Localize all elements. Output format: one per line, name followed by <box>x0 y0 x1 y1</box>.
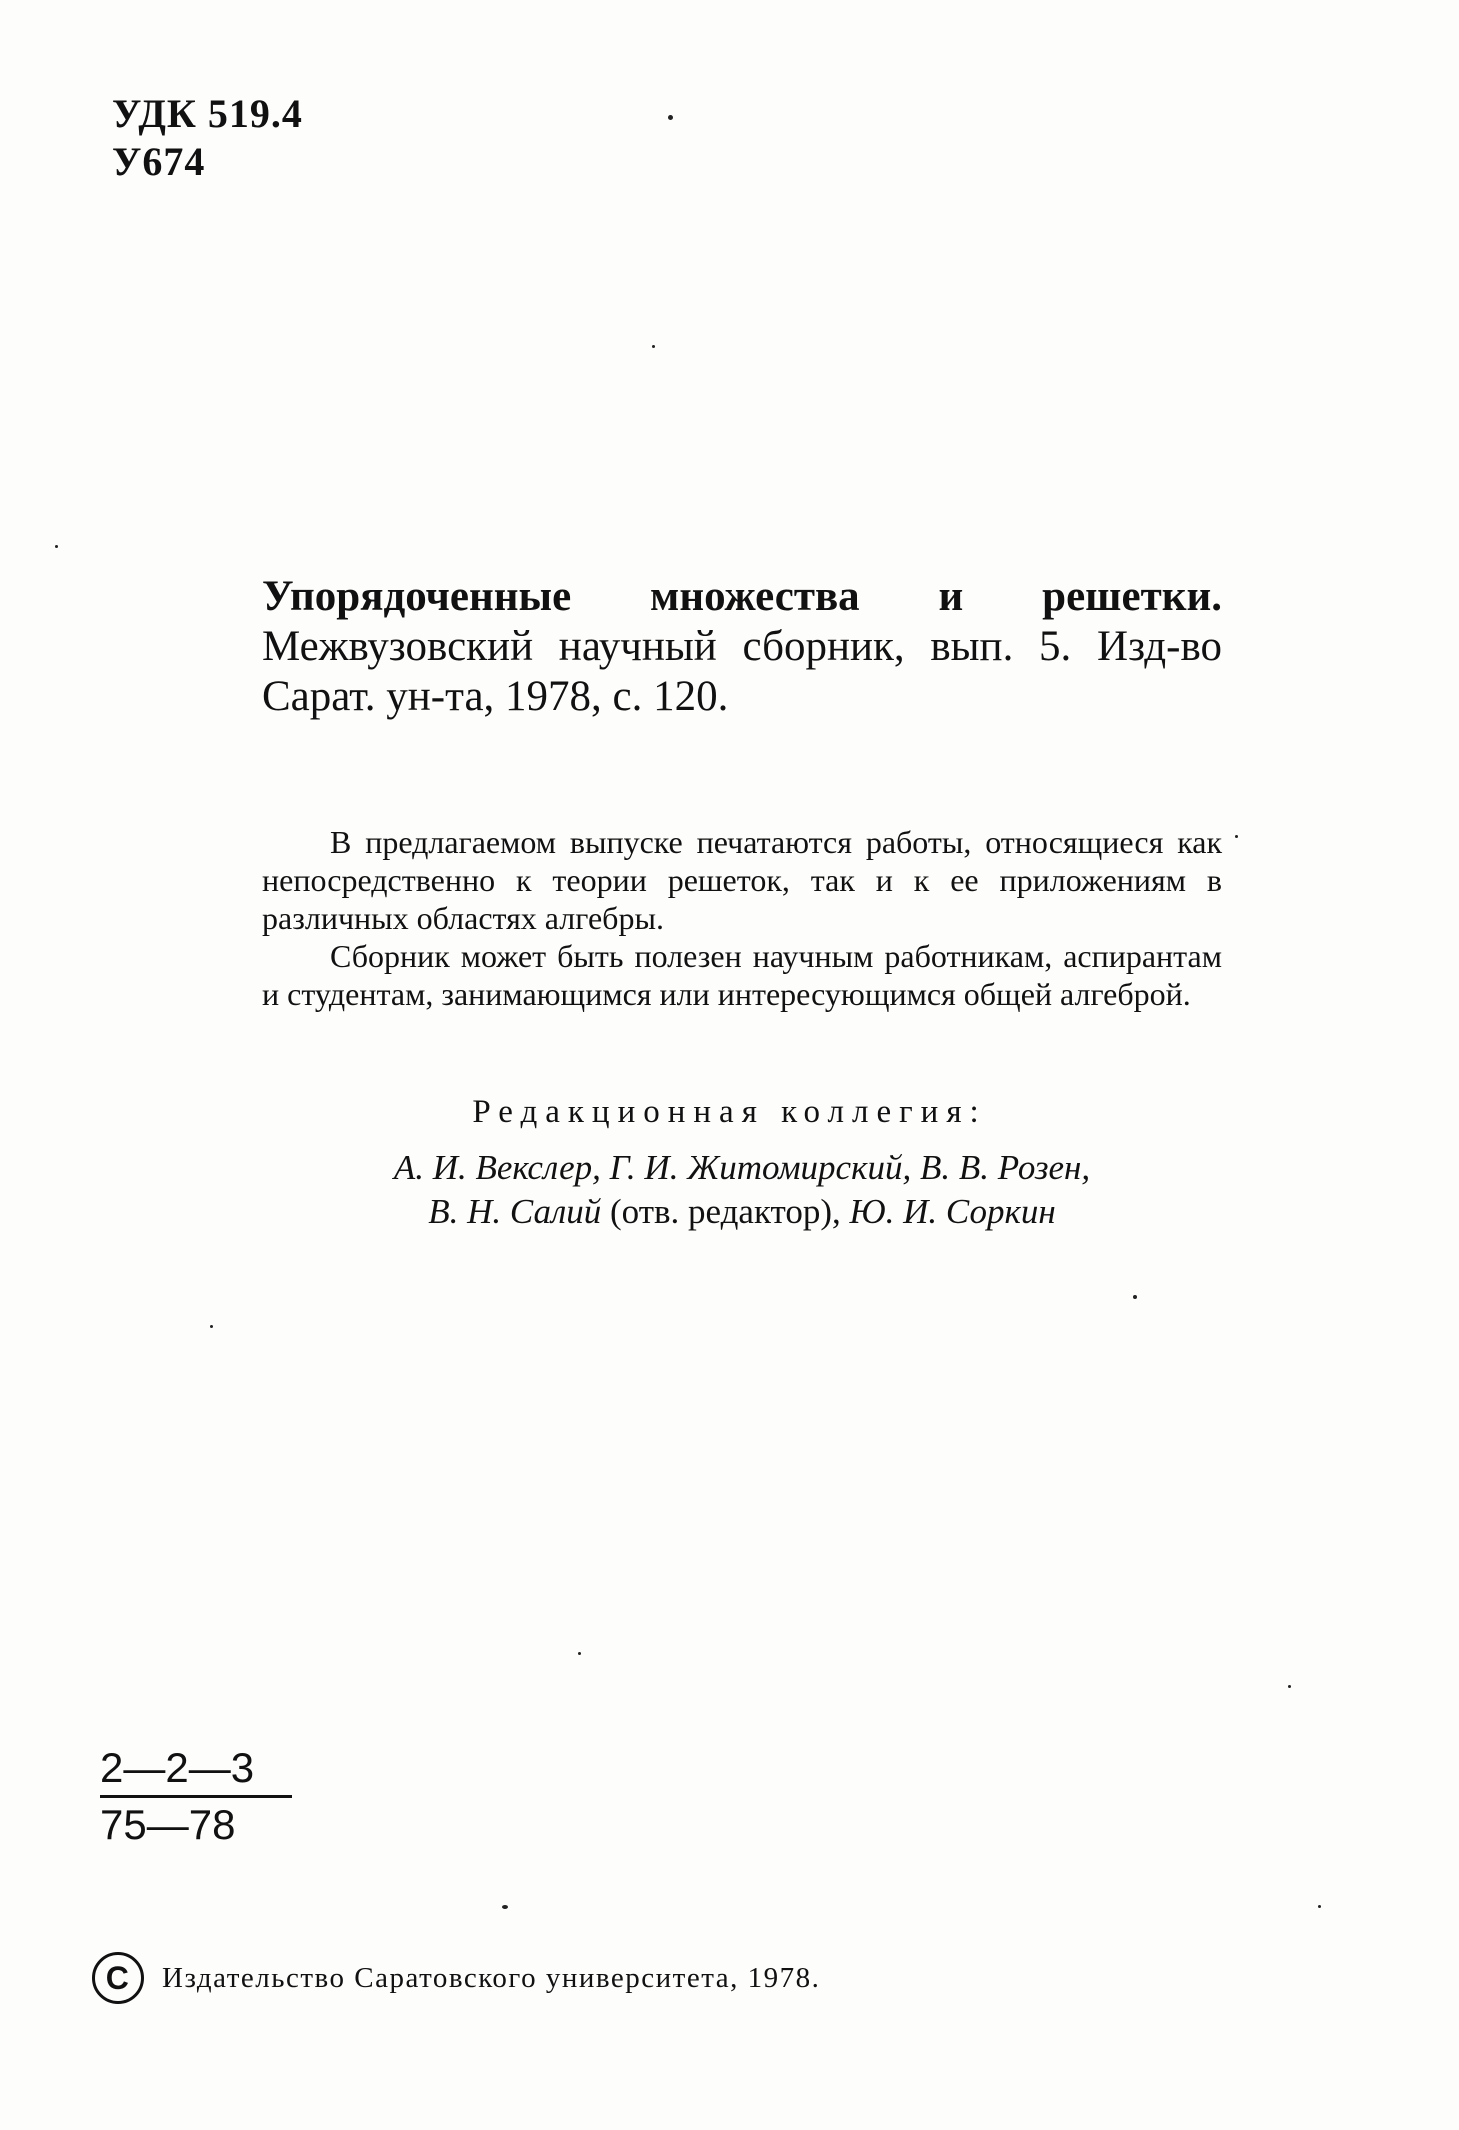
print-speck <box>1288 1685 1291 1688</box>
print-speck <box>1318 1905 1321 1908</box>
editorial-board-members <box>262 1146 1222 1234</box>
print-speck <box>502 1905 508 1909</box>
index-code-fraction <box>100 1745 292 1848</box>
copyright-line <box>92 1952 820 2004</box>
book-title: Упорядоченные множества и решетки. <box>262 573 1222 620</box>
print-speck <box>1235 835 1238 838</box>
print-speck <box>55 545 58 548</box>
print-speck <box>652 345 655 348</box>
chief-editor-role: (отв. редактор), <box>610 1192 841 1231</box>
bibliographic-citation <box>262 572 1222 722</box>
board-member-name: Ю. И. Соркин <box>849 1192 1056 1231</box>
print-speck <box>578 1652 581 1655</box>
index-code-denominator: 75—78 <box>100 1801 236 1848</box>
index-code-numerator: 2—2—3 <box>100 1745 292 1798</box>
board-members-line <box>262 1190 1222 1234</box>
abstract <box>262 823 1222 1013</box>
print-speck <box>210 1325 213 1328</box>
abstract-paragraph: В предлагаемом выпуске печатаются работы, относящиеся как непосредственно к теории решеток, так и к ее приложениям в различных областях алгебры. <box>262 824 1222 936</box>
print-speck <box>1133 1295 1137 1299</box>
udc-classification: УДК 519.4 <box>112 91 303 136</box>
citation-details: Межвузовский научный сборник, вып. 5. Изд-во Сарат. ун-та, 1978, с. 120. <box>262 623 1222 720</box>
udc-block <box>112 90 303 186</box>
print-speck <box>668 115 673 120</box>
editorial-board-heading: Редакционная коллегия: <box>472 1094 987 1130</box>
abstract-paragraph: Сборник может быть полезен научным работникам, аспирантам и студентам, занимающимся или интересующимся общей алгеброй. <box>262 938 1222 1012</box>
chief-editor-name: В. Н. Салий <box>428 1192 602 1231</box>
board-members-line: А. И. Векслер, Г. И. Житомирский, В. В. Розен, <box>393 1148 1091 1187</box>
copyright-icon: C <box>92 1952 144 2004</box>
copyright-text: Издательство Саратовского университета, 1978. <box>162 1961 821 1994</box>
library-code: У674 <box>112 139 206 184</box>
